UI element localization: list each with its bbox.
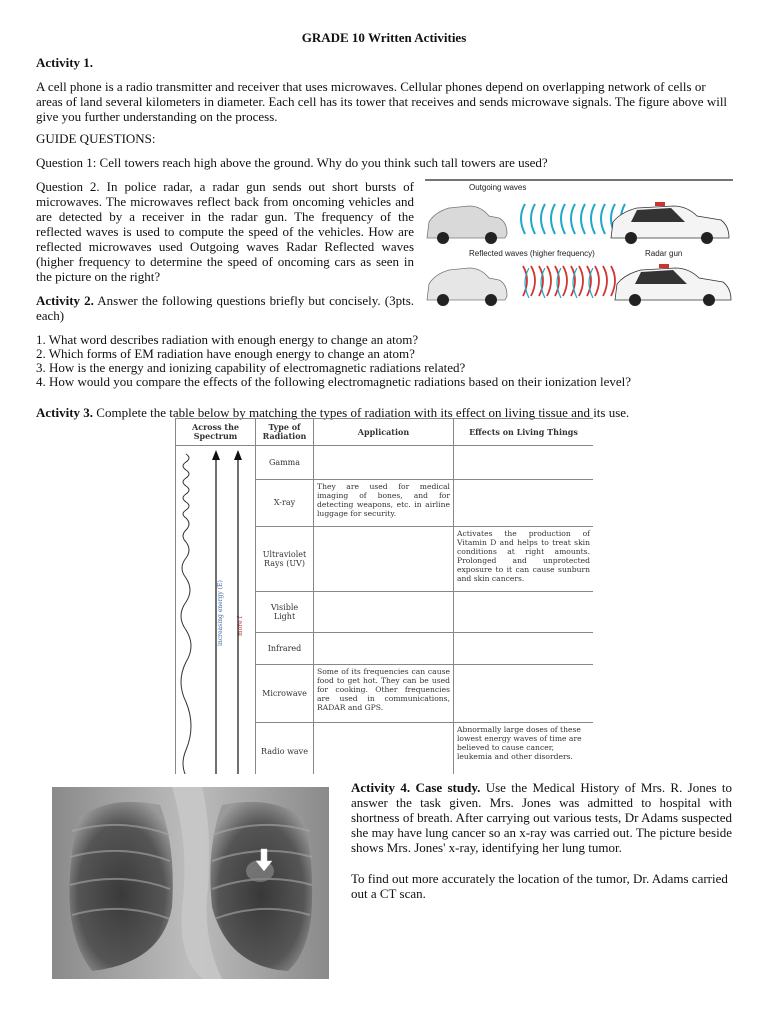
type-visible-light: Visible Light bbox=[256, 592, 314, 633]
header-application: Application bbox=[314, 419, 454, 446]
em-spectrum-table bbox=[175, 418, 593, 774]
type-microwave: Microwave bbox=[256, 665, 314, 723]
effects-cell bbox=[454, 446, 594, 480]
radar-gun-label: Radar gun bbox=[645, 249, 683, 258]
civilian-car-top bbox=[427, 206, 507, 244]
question-1: Question 1: Cell towers reach high above the ground. Why do you think such tall towers are used? bbox=[36, 155, 548, 170]
type-infrared: Infrared bbox=[256, 632, 314, 664]
activity3-intro: Activity 3. Complete the table below by matching the types of radiation with its effect on living tissue and its use. bbox=[36, 405, 630, 420]
activity1-heading: Activity 1. bbox=[36, 55, 94, 70]
type-gamma: Gamma bbox=[256, 446, 314, 480]
header-across-spectrum: Across the Spectrum bbox=[176, 419, 256, 446]
effects-cell: Activates the production of Vitamin D and helps to treat skin conditions at right amounts. Prolonged and unprotected exposure to it can cause sunburn and skin cancers. bbox=[454, 527, 594, 592]
application-cell bbox=[314, 446, 454, 480]
outgoing-waves-label: Outgoing waves bbox=[469, 183, 527, 192]
activity4-body: Activity 4. Case study. Use the Medical History of Mrs. R. Jones to answer the task given. Mrs. Jones was admitted to hospital with shortness of breath. After carrying out various tests, Dr Adams suspected she may have lung cancer so an x-ray was carried out. The picture beside shows Mrs. Jones' x-ray, identifying her lung tumor. bbox=[351, 780, 733, 855]
activity2-item: 1. What word describes radiation with enough energy to change an atom? bbox=[36, 332, 419, 347]
effects-cell bbox=[454, 592, 594, 633]
application-cell bbox=[314, 632, 454, 664]
civilian-car-bottom bbox=[427, 268, 507, 306]
application-cell: They are used for medical imaging of bones, and for detecting weapons, etc. in airline luggage for security. bbox=[314, 479, 454, 527]
radar-figure bbox=[425, 178, 733, 306]
activity2-item: 4. How would you compare the effects of the following electromagnetic radiations based on their ionization level? bbox=[36, 374, 632, 389]
effects-cell bbox=[454, 479, 594, 527]
effects-cell bbox=[454, 632, 594, 664]
wave-arcs-outgoing bbox=[521, 204, 625, 234]
activity4-body2: To find out more accurately the location of the tumor, Dr. Adams carried out a CT scan. bbox=[351, 871, 728, 901]
application-cell: Some of its frequencies can cause food to get hot. They can be used for cooking. Other frequencies are used in communications, RADAR and GPS. bbox=[314, 665, 454, 723]
police-car-bottom bbox=[615, 264, 731, 306]
arrow-frequency-label: more f bbox=[237, 616, 244, 636]
police-car-top bbox=[611, 202, 729, 244]
guide-questions-label: GUIDE QUESTIONS: bbox=[36, 131, 156, 146]
effects-cell bbox=[454, 665, 594, 723]
application-cell bbox=[314, 527, 454, 592]
activity2-item: 3. How is the energy and ionizing capability of electromagnetic radiations related? bbox=[36, 360, 466, 375]
type-ultraviolet: Ultraviolet Rays (UV) bbox=[256, 527, 314, 592]
activity1-body: A cell phone is a radio transmitter and receiver that uses microwaves. Cellular phones depend on overlapping network of cells or areas of land several kilometers in diameter. Each cell has its tower that receives and sends microwave signals. The figure above will give you further understanding on the process. bbox=[36, 79, 728, 124]
arrow-energy-label: increasing energy (E) bbox=[217, 580, 224, 646]
question-2: Question 2. In police radar, a radar gun sends out short bursts of microwaves. The microwaves reflect back from oncoming vehicles and are detected by a receiver in the radar gun. The frequency of the reflected waves is used to compute the speed of the vehicles. How are reflected microwaves used Outgoing waves Radar Reflected waves (higher frequency to determine the speed of oncoming cars as seen in the picture on the right? bbox=[36, 179, 414, 284]
application-cell bbox=[314, 723, 454, 774]
page-title: GRADE 10 Written Activities bbox=[301, 30, 467, 45]
chest-xray-image bbox=[52, 787, 329, 979]
header-effects: Effects on Living Things bbox=[454, 419, 594, 446]
spectrum-illustration bbox=[176, 446, 256, 775]
activity2-item: 2. Which forms of EM radiation have enough energy to change an atom? bbox=[36, 346, 415, 361]
reflected-waves-label: Reflected waves (higher frequency) bbox=[469, 249, 595, 258]
spectrum-wave-icon bbox=[176, 446, 256, 774]
type-xray: X-ray bbox=[256, 479, 314, 527]
wave-arcs-reflected bbox=[523, 266, 615, 296]
type-radio-wave: Radio wave bbox=[256, 723, 314, 774]
activity2-intro: Activity 2. Answer the following questions briefly but concisely. (3pts. each) bbox=[36, 293, 415, 323]
effects-cell: Abnormally large doses of these lowest energy waves of time are believed to cause cancer, leukemia and other disorders. bbox=[454, 723, 594, 774]
application-cell bbox=[314, 592, 454, 633]
header-type: Type of Radiation bbox=[256, 419, 314, 446]
